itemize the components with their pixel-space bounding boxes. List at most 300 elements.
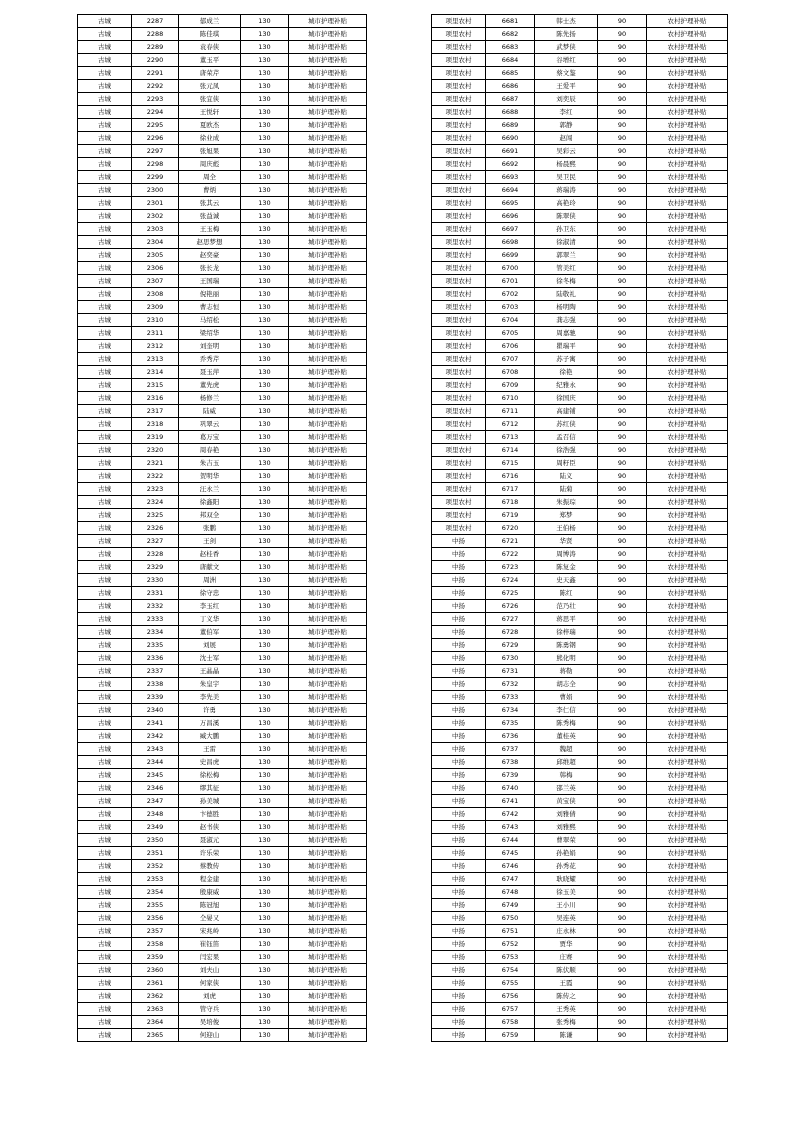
- serial-number-cell: 6707: [486, 353, 535, 366]
- serial-number-cell: 2287: [132, 15, 179, 28]
- subsidy-type-cell: 城市护理补贴: [289, 54, 367, 67]
- name-cell: 王小川: [535, 899, 598, 912]
- name-cell: 王雷: [179, 743, 241, 756]
- district-cell: 古城: [78, 574, 132, 587]
- serial-number-cell: 6730: [486, 652, 535, 665]
- name-cell: 倪艳丽: [179, 288, 241, 301]
- amount-cell: 130: [241, 548, 289, 561]
- subsidy-type-cell: 城市护理补贴: [289, 249, 367, 262]
- amount-cell: 130: [241, 223, 289, 236]
- table-row: [432, 470, 728, 483]
- serial-number-cell: 6744: [486, 834, 535, 847]
- table-row: [78, 639, 367, 652]
- district-cell: 项里农村: [432, 379, 486, 392]
- district-cell: 古城: [78, 951, 132, 964]
- name-cell: 刘雅倩: [535, 808, 598, 821]
- amount-cell: 130: [241, 470, 289, 483]
- subsidy-type-cell: 城市护理补贴: [289, 665, 367, 678]
- serial-number-cell: 2364: [132, 1016, 179, 1029]
- serial-number-cell: 6699: [486, 249, 535, 262]
- name-cell: 周全: [179, 171, 241, 184]
- subsidy-type-cell: 农村护理补贴: [647, 171, 728, 184]
- subsidy-type-cell: 农村护理补贴: [647, 353, 728, 366]
- serial-number-cell: 2313: [132, 353, 179, 366]
- serial-number-cell: 2295: [132, 119, 179, 132]
- subsidy-type-cell: 城市护理补贴: [289, 15, 367, 28]
- table-row: [78, 600, 367, 613]
- serial-number-cell: 6731: [486, 665, 535, 678]
- table-row: [78, 717, 367, 730]
- district-cell: 中扬: [432, 873, 486, 886]
- subsidy-type-cell: 农村护理补贴: [647, 522, 728, 535]
- table-row: [78, 613, 367, 626]
- serial-number-cell: 6724: [486, 574, 535, 587]
- serial-number-cell: 6751: [486, 925, 535, 938]
- district-cell: 古城: [78, 769, 132, 782]
- amount-cell: 130: [241, 41, 289, 54]
- district-cell: 中扬: [432, 639, 486, 652]
- name-cell: 陆敬礼: [535, 288, 598, 301]
- table-row: [432, 795, 728, 808]
- district-cell: 项里农村: [432, 275, 486, 288]
- table-row: [78, 405, 367, 418]
- district-cell: 项里农村: [432, 15, 486, 28]
- district-cell: 中扬: [432, 756, 486, 769]
- subsidy-type-cell: 城市护理补贴: [289, 912, 367, 925]
- name-cell: 王晶晶: [179, 665, 241, 678]
- district-cell: 中扬: [432, 574, 486, 587]
- subsidy-type-cell: 农村护理补贴: [647, 444, 728, 457]
- table-row: [78, 808, 367, 821]
- district-cell: 中扬: [432, 990, 486, 1003]
- serial-number-cell: 2300: [132, 184, 179, 197]
- table-row: [432, 483, 728, 496]
- name-cell: 管美红: [535, 262, 598, 275]
- name-cell: 赵闯: [535, 132, 598, 145]
- name-cell: 丁义华: [179, 613, 241, 626]
- name-cell: 周博涛: [535, 548, 598, 561]
- amount-cell: 130: [241, 691, 289, 704]
- table-row: [78, 327, 367, 340]
- table-row: [432, 223, 728, 236]
- subsidy-type-cell: 农村护理补贴: [647, 548, 728, 561]
- serial-number-cell: 2288: [132, 28, 179, 41]
- subsidy-type-cell: 城市护理补贴: [289, 795, 367, 808]
- subsidy-type-cell: 城市护理补贴: [289, 236, 367, 249]
- district-cell: 古城: [78, 964, 132, 977]
- district-cell: 古城: [78, 54, 132, 67]
- district-cell: 中扬: [432, 782, 486, 795]
- amount-cell: 130: [241, 561, 289, 574]
- subsidy-type-cell: 农村护理补贴: [647, 990, 728, 1003]
- subsidy-type-cell: 农村护理补贴: [647, 600, 728, 613]
- name-cell: 邦双全: [179, 509, 241, 522]
- right-subsidy-table: [431, 14, 728, 1042]
- amount-cell: 90: [598, 795, 647, 808]
- serial-number-cell: 2349: [132, 821, 179, 834]
- table-row: [432, 132, 728, 145]
- name-cell: 巩翠云: [179, 418, 241, 431]
- subsidy-type-cell: 城市护理补贴: [289, 171, 367, 184]
- amount-cell: 130: [241, 171, 289, 184]
- serial-number-cell: 6709: [486, 379, 535, 392]
- name-cell: 庄永林: [535, 925, 598, 938]
- subsidy-type-cell: 城市护理补贴: [289, 990, 367, 1003]
- serial-number-cell: 2336: [132, 652, 179, 665]
- district-cell: 项里农村: [432, 28, 486, 41]
- name-cell: 胡志全: [535, 678, 598, 691]
- amount-cell: 90: [598, 444, 647, 457]
- amount-cell: 90: [598, 496, 647, 509]
- amount-cell: 130: [241, 990, 289, 1003]
- name-cell: 孙卫东: [535, 223, 598, 236]
- subsidy-type-cell: 农村护理补贴: [647, 756, 728, 769]
- subsidy-type-cell: 农村护理补贴: [647, 119, 728, 132]
- serial-number-cell: 2338: [132, 678, 179, 691]
- table-row: [432, 93, 728, 106]
- subsidy-type-cell: 城市护理补贴: [289, 405, 367, 418]
- district-cell: 古城: [78, 444, 132, 457]
- name-cell: 刘奎明: [179, 340, 241, 353]
- subsidy-type-cell: 城市护理补贴: [289, 860, 367, 873]
- subsidy-type-cell: 农村护理补贴: [647, 587, 728, 600]
- name-cell: 孙艳娟: [535, 847, 598, 860]
- amount-cell: 130: [241, 795, 289, 808]
- district-cell: 古城: [78, 938, 132, 951]
- amount-cell: 130: [241, 977, 289, 990]
- amount-cell: 130: [241, 951, 289, 964]
- amount-cell: 130: [241, 457, 289, 470]
- district-cell: 古城: [78, 743, 132, 756]
- table-row: [432, 665, 728, 678]
- name-cell: 郭翠兰: [535, 249, 598, 262]
- serial-number-cell: 2291: [132, 67, 179, 80]
- amount-cell: 90: [598, 769, 647, 782]
- table-row: [432, 379, 728, 392]
- district-cell: 古城: [78, 223, 132, 236]
- district-cell: 古城: [78, 782, 132, 795]
- table-row: [432, 678, 728, 691]
- amount-cell: 130: [241, 613, 289, 626]
- name-cell: 蒋思平: [535, 613, 598, 626]
- district-cell: 古城: [78, 704, 132, 717]
- amount-cell: 130: [241, 899, 289, 912]
- subsidy-type-cell: 农村护理补贴: [647, 288, 728, 301]
- subsidy-type-cell: 城市护理补贴: [289, 1003, 367, 1016]
- district-cell: 项里农村: [432, 210, 486, 223]
- serial-number-cell: 6685: [486, 67, 535, 80]
- amount-cell: 130: [241, 314, 289, 327]
- table-row: [432, 990, 728, 1003]
- name-cell: 徐玉美: [535, 886, 598, 899]
- subsidy-type-cell: 城市护理补贴: [289, 145, 367, 158]
- table-row: [432, 314, 728, 327]
- subsidy-type-cell: 农村护理补贴: [647, 132, 728, 145]
- name-cell: 陈佳琪: [179, 28, 241, 41]
- serial-number-cell: 2296: [132, 132, 179, 145]
- name-cell: 刘奕辰: [535, 93, 598, 106]
- name-cell: 苏红侠: [535, 418, 598, 431]
- amount-cell: 130: [241, 431, 289, 444]
- subsidy-type-cell: 农村护理补贴: [647, 743, 728, 756]
- name-cell: 邱维超: [535, 756, 598, 769]
- name-cell: 许勇: [179, 704, 241, 717]
- amount-cell: 90: [598, 730, 647, 743]
- subsidy-type-cell: 城市护理补贴: [289, 951, 367, 964]
- name-cell: 马绍松: [179, 314, 241, 327]
- name-cell: 张旭果: [179, 145, 241, 158]
- name-cell: 孙美城: [179, 795, 241, 808]
- district-cell: 中扬: [432, 1003, 486, 1016]
- subsidy-type-cell: 农村护理补贴: [647, 678, 728, 691]
- subsidy-type-cell: 城市护理补贴: [289, 730, 367, 743]
- table-row: [432, 509, 728, 522]
- subsidy-type-cell: 城市护理补贴: [289, 808, 367, 821]
- serial-number-cell: 2333: [132, 613, 179, 626]
- table-row: [432, 288, 728, 301]
- district-cell: 项里农村: [432, 340, 486, 353]
- serial-number-cell: 2360: [132, 964, 179, 977]
- table-row: [432, 652, 728, 665]
- serial-number-cell: 2304: [132, 236, 179, 249]
- amount-cell: 90: [598, 67, 647, 80]
- subsidy-type-cell: 城市护理补贴: [289, 717, 367, 730]
- amount-cell: 130: [241, 743, 289, 756]
- subsidy-type-cell: 城市护理补贴: [289, 561, 367, 574]
- amount-cell: 90: [598, 509, 647, 522]
- table-row: [432, 912, 728, 925]
- name-cell: 瞿瑞平: [535, 340, 598, 353]
- subsidy-type-cell: 农村护理补贴: [647, 782, 728, 795]
- serial-number-cell: 2350: [132, 834, 179, 847]
- serial-number-cell: 6717: [486, 483, 535, 496]
- amount-cell: 90: [598, 548, 647, 561]
- table-row: [78, 93, 367, 106]
- serial-number-cell: 2339: [132, 691, 179, 704]
- amount-cell: 130: [241, 288, 289, 301]
- amount-cell: 130: [241, 444, 289, 457]
- amount-cell: 90: [598, 873, 647, 886]
- table-row: [78, 1029, 367, 1042]
- amount-cell: 90: [598, 925, 647, 938]
- serial-number-cell: 2315: [132, 379, 179, 392]
- name-cell: 夏欧杰: [179, 119, 241, 132]
- table-row: [432, 821, 728, 834]
- name-cell: 陈先扬: [535, 28, 598, 41]
- table-row: [78, 899, 367, 912]
- serial-number-cell: 2306: [132, 262, 179, 275]
- name-cell: 赵思梦想: [179, 236, 241, 249]
- table-row: [78, 288, 367, 301]
- amount-cell: 90: [598, 366, 647, 379]
- serial-number-cell: 6698: [486, 236, 535, 249]
- district-cell: 项里农村: [432, 158, 486, 171]
- amount-cell: 90: [598, 353, 647, 366]
- subsidy-type-cell: 城市护理补贴: [289, 93, 367, 106]
- serial-number-cell: 2327: [132, 535, 179, 548]
- district-cell: 项里农村: [432, 67, 486, 80]
- serial-number-cell: 6734: [486, 704, 535, 717]
- amount-cell: 130: [241, 665, 289, 678]
- table-row: [78, 15, 367, 28]
- name-cell: 龚志强: [535, 314, 598, 327]
- district-cell: 古城: [78, 392, 132, 405]
- name-cell: 陈秀梅: [535, 717, 598, 730]
- district-cell: 古城: [78, 80, 132, 93]
- table-row: [432, 496, 728, 509]
- name-cell: 张其云: [179, 197, 241, 210]
- amount-cell: 130: [241, 496, 289, 509]
- serial-number-cell: 2337: [132, 665, 179, 678]
- table-row: [78, 210, 367, 223]
- district-cell: 中扬: [432, 847, 486, 860]
- amount-cell: 90: [598, 80, 647, 93]
- name-cell: 陈伏顺: [535, 964, 598, 977]
- serial-number-cell: 6708: [486, 366, 535, 379]
- serial-number-cell: 6743: [486, 821, 535, 834]
- table-row: [78, 951, 367, 964]
- name-cell: 葛万宝: [179, 431, 241, 444]
- serial-number-cell: 6711: [486, 405, 535, 418]
- district-cell: 古城: [78, 28, 132, 41]
- district-cell: 古城: [78, 977, 132, 990]
- name-cell: 徐守忠: [179, 587, 241, 600]
- table-row: [432, 249, 728, 262]
- amount-cell: 90: [598, 184, 647, 197]
- serial-number-cell: 2290: [132, 54, 179, 67]
- name-cell: 黄宝侠: [535, 795, 598, 808]
- serial-number-cell: 2316: [132, 392, 179, 405]
- name-cell: 纪雅永: [535, 379, 598, 392]
- amount-cell: 130: [241, 353, 289, 366]
- serial-number-cell: 6733: [486, 691, 535, 704]
- table-row: [432, 691, 728, 704]
- subsidy-type-cell: 城市护理补贴: [289, 873, 367, 886]
- serial-number-cell: 2312: [132, 340, 179, 353]
- amount-cell: 130: [241, 236, 289, 249]
- subsidy-type-cell: 城市护理补贴: [289, 470, 367, 483]
- table-row: [432, 717, 728, 730]
- table-row: [432, 327, 728, 340]
- table-row: [78, 821, 367, 834]
- serial-number-cell: 2319: [132, 431, 179, 444]
- serial-number-cell: 6740: [486, 782, 535, 795]
- district-cell: 古城: [78, 236, 132, 249]
- table-row: [432, 171, 728, 184]
- amount-cell: 130: [241, 522, 289, 535]
- amount-cell: 130: [241, 28, 289, 41]
- table-row: [78, 769, 367, 782]
- table-row: [78, 171, 367, 184]
- name-cell: 李红: [535, 106, 598, 119]
- subsidy-type-cell: 农村护理补贴: [647, 873, 728, 886]
- subsidy-type-cell: 农村护理补贴: [647, 93, 728, 106]
- district-cell: 项里农村: [432, 145, 486, 158]
- name-cell: 陈翠侠: [535, 210, 598, 223]
- table-row: [432, 275, 728, 288]
- subsidy-type-cell: 城市护理补贴: [289, 197, 367, 210]
- district-cell: 古城: [78, 522, 132, 535]
- district-cell: 中扬: [432, 1029, 486, 1042]
- table-row: [432, 262, 728, 275]
- name-cell: 李玉红: [179, 600, 241, 613]
- name-cell: 仝晏又: [179, 912, 241, 925]
- name-cell: 李仁信: [535, 704, 598, 717]
- serial-number-cell: 6755: [486, 977, 535, 990]
- name-cell: 殷康威: [179, 886, 241, 899]
- amount-cell: 90: [598, 743, 647, 756]
- amount-cell: 90: [598, 132, 647, 145]
- serial-number-cell: 2298: [132, 158, 179, 171]
- serial-number-cell: 6736: [486, 730, 535, 743]
- district-cell: 项里农村: [432, 171, 486, 184]
- subsidy-type-cell: 城市护理补贴: [289, 548, 367, 561]
- name-cell: 陈传之: [535, 990, 598, 1003]
- district-cell: 中扬: [432, 600, 486, 613]
- table-row: [432, 431, 728, 444]
- subsidy-type-cell: 城市护理补贴: [289, 275, 367, 288]
- subsidy-type-cell: 农村护理补贴: [647, 912, 728, 925]
- amount-cell: 90: [598, 1003, 647, 1016]
- name-cell: 吴培俊: [179, 1016, 241, 1029]
- subsidy-type-cell: 城市护理补贴: [289, 977, 367, 990]
- name-cell: 王玉梅: [179, 223, 241, 236]
- subsidy-type-cell: 农村护理补贴: [647, 691, 728, 704]
- amount-cell: 130: [241, 405, 289, 418]
- subsidy-type-cell: 城市护理补贴: [289, 457, 367, 470]
- amount-cell: 90: [598, 288, 647, 301]
- name-cell: 周籽臣: [535, 457, 598, 470]
- subsidy-type-cell: 农村护理补贴: [647, 184, 728, 197]
- district-cell: 项里农村: [432, 184, 486, 197]
- table-row: [432, 782, 728, 795]
- table-row: [432, 366, 728, 379]
- district-cell: 项里农村: [432, 262, 486, 275]
- name-cell: 汪永兰: [179, 483, 241, 496]
- district-cell: 古城: [78, 431, 132, 444]
- district-cell: 古城: [78, 912, 132, 925]
- subsidy-type-cell: 农村护理补贴: [647, 665, 728, 678]
- district-cell: 中扬: [432, 899, 486, 912]
- serial-number-cell: 6727: [486, 613, 535, 626]
- name-cell: 唐荣芹: [179, 67, 241, 80]
- table-row: [432, 613, 728, 626]
- district-cell: 古城: [78, 873, 132, 886]
- subsidy-type-cell: 农村护理补贴: [647, 1016, 728, 1029]
- district-cell: 中扬: [432, 613, 486, 626]
- name-cell: 张宜侠: [179, 93, 241, 106]
- name-cell: 王霞: [535, 977, 598, 990]
- amount-cell: 90: [598, 431, 647, 444]
- district-cell: 项里农村: [432, 483, 486, 496]
- district-cell: 项里农村: [432, 353, 486, 366]
- table-row: [432, 886, 728, 899]
- name-cell: 华贤: [535, 535, 598, 548]
- amount-cell: 130: [241, 1016, 289, 1029]
- district-cell: 项里农村: [432, 223, 486, 236]
- amount-cell: 130: [241, 912, 289, 925]
- table-row: [432, 938, 728, 951]
- subsidy-type-cell: 农村护理补贴: [647, 717, 728, 730]
- serial-number-cell: 6742: [486, 808, 535, 821]
- amount-cell: 90: [598, 457, 647, 470]
- serial-number-cell: 6729: [486, 639, 535, 652]
- name-cell: 管守兵: [179, 1003, 241, 1016]
- name-cell: 赵奕豪: [179, 249, 241, 262]
- subsidy-type-cell: 农村护理补贴: [647, 951, 728, 964]
- subsidy-type-cell: 农村护理补贴: [647, 834, 728, 847]
- serial-number-cell: 2301: [132, 197, 179, 210]
